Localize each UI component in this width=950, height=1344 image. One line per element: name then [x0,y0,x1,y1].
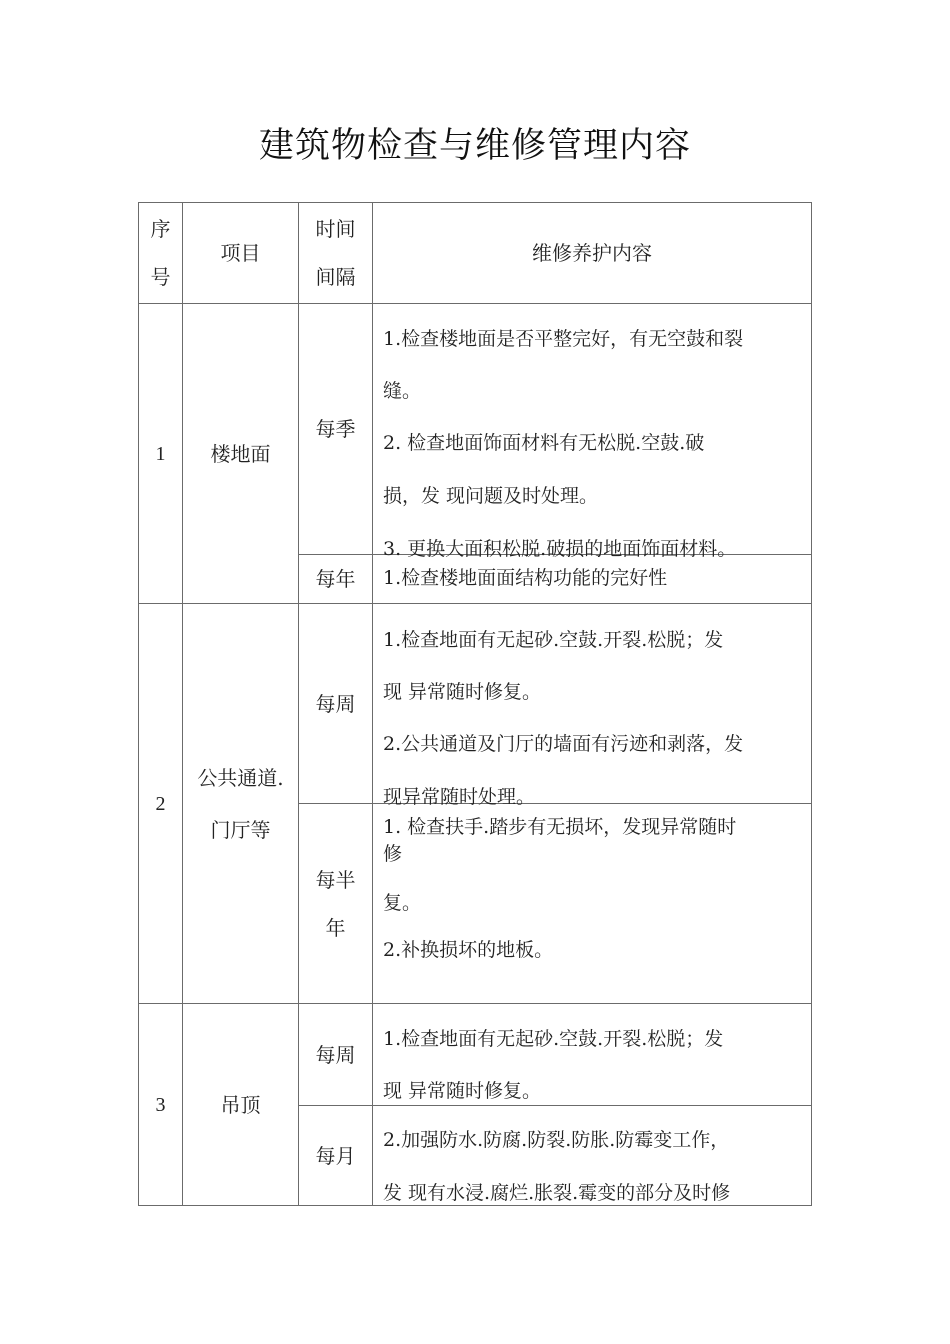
row1-content-1-line-5: 3. 更换大面积松脱.破损的地面饰面材料。 [383,538,737,560]
row1-item: 楼地面 [210,441,271,466]
header-item: 项目 [220,241,261,265]
header-interval [299,203,372,303]
row2-content-1-line-3: 2.公共通道及门厅的墙面有污迹和剥落，发 [383,733,744,755]
row2-content-2-line-4: 2.补换损坏的地板。 [383,939,554,961]
row3-content-1-line-2: 现 异常随时修复。 [383,1080,542,1102]
document-title: 建筑物检查与维修管理内容 [258,126,691,166]
row2-content-1-line-2: 现 异常随时修复。 [383,681,542,703]
row2-content-2-line-2: 修 [383,843,403,865]
row3-item: 吊顶 [220,1092,261,1117]
row2-content-1-line-4: 现异常随时处理。 [383,786,536,808]
row2-interval-2 [299,804,372,1003]
row1-content-1 [383,324,809,560]
row2-item [183,604,298,1003]
row3-content-2 [383,1125,809,1205]
row1-content-1-line-2: 缝。 [383,380,422,402]
row3-content-2-line-1: 2.加强防水.防腐.防裂.防胀.防霉变工作， [383,1129,730,1151]
row1-content-1-line-1: 1.检查楼地面是否平整完好，有无空鼓和裂 [383,328,744,350]
col-divider-interval [372,202,373,1206]
header-seq-line-2: 号 [150,265,171,289]
header-interval-line-2: 间隔 [315,265,356,289]
row2-content-1 [383,625,809,808]
row1-interval-1: 每季 [315,417,356,441]
row3-seq: 3 [155,1093,166,1116]
row3-interval-1: 每周 [315,1042,356,1067]
header-content: 维修养护内容 [532,241,652,265]
row1-seq: 1 [155,442,166,465]
row1-interval-2: 每年 [315,567,356,591]
row3-sub-divider [298,1105,812,1106]
row2-content-2-line-1: 1. 检查扶手.踏步有无损坏，发现异常随时 [383,816,737,838]
row2-item-line-2: 门厅等 [210,817,271,842]
row3-content-2-line-2: 发 现有水浸.腐烂.胀裂.霉变的部分及时修 [383,1182,731,1204]
row2-seq: 2 [155,792,166,815]
row2-content-2 [383,812,809,992]
header-seq-line-1: 序 [150,217,171,241]
row3-content-1-line-1: 1.检查地面有无起砂.空鼓.开裂.松脱；发 [383,1028,724,1050]
header-interval-line-1: 时间 [315,217,356,241]
row2-content-1-line-1: 1.检查地面有无起砂.空鼓.开裂.松脱；发 [383,629,724,651]
table-border-bottom [138,1205,812,1206]
row1-content-1-line-3: 2. 检查地面饰面材料有无松脱.空鼓.破 [383,432,705,454]
row1-content-2 [383,563,809,599]
header-seq [139,203,182,303]
row2-interval-2-line-1: 每半 [315,867,356,892]
row3-interval-2: 每月 [315,1143,356,1168]
table-border-right [811,202,812,1206]
row2-item-line-1: 公共通道. [197,765,284,790]
row2-interval-2-line-2: 年 [325,915,346,940]
row1-content-1-line-4: 损，发 现问题及时处理。 [383,485,599,507]
row2-interval-1: 每周 [315,691,356,716]
row2-content-2-line-3: 复。 [383,892,422,914]
row2-sub-divider [298,803,812,804]
row1-content-2-line-1: 1.检查楼地面面结构功能的完好性 [383,567,668,589]
row3-content-1 [383,1024,809,1104]
